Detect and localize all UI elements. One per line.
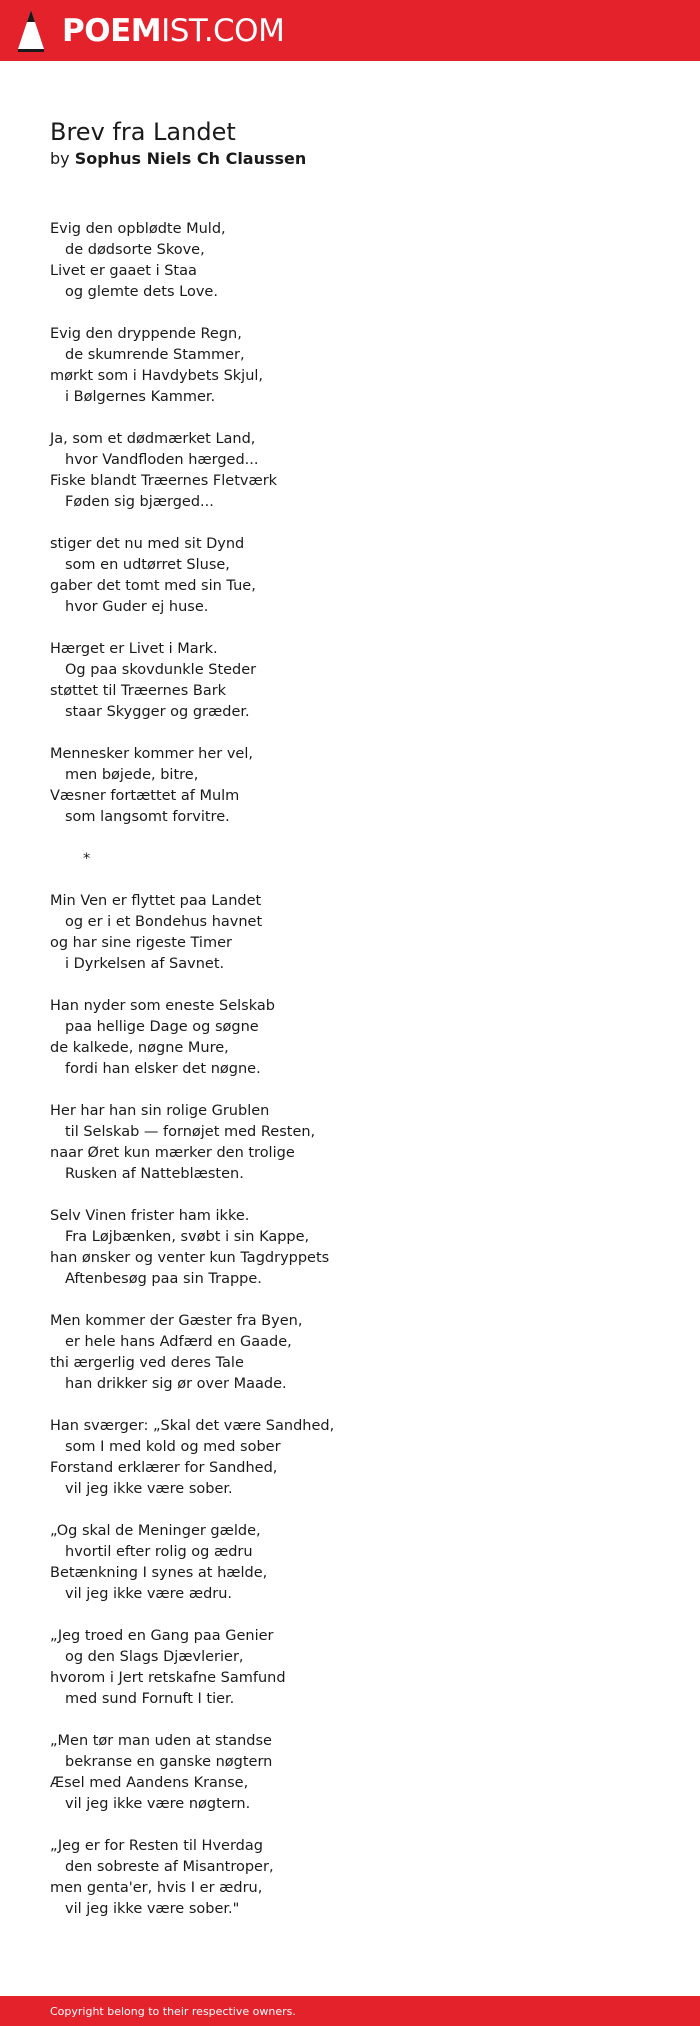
poem-title: Brev fra Landet [50,118,236,146]
poem-line: Evig den dryppende Regn, [50,326,242,342]
stanza [50,1206,670,1290]
author-name[interactable]: Sophus Niels Ch Claussen [74,149,307,168]
poem-line: Aftenbesøg paa sin Trappe. [65,1271,262,1287]
poem-line: vil jeg ikke være sober. [65,1481,233,1497]
poem-line: som I med kold og med sober [65,1439,281,1455]
poem-line: paa hellige Dage og søgne [65,1019,259,1035]
section-separator: * [83,851,91,867]
poem-line: som langsomt forvitre. [65,809,230,825]
poem-line: hvor Vandfloden hærged... [65,452,259,468]
poem-line: den sobreste af Misantroper, [65,1859,274,1875]
stanza [50,1101,670,1185]
stanza [50,1311,670,1395]
poem-line: de kalkede, nøgne Mure, [50,1040,229,1056]
poem-line: med sund Fornuft I tier. [65,1691,235,1707]
poem-line: fordi han elsker det nøgne. [65,1061,261,1077]
poem-line: men bøjede, bitre, [65,767,199,783]
stanza [50,1731,670,1815]
poem-line: „Jeg er for Resten til Hverdag [50,1838,263,1854]
poem-line: han drikker sig ør over Maade. [65,1376,287,1392]
poem-line: Min Ven er flyttet paa Landet [50,893,262,909]
poem-line: Forstand erklærer for Sandhed, [50,1460,278,1476]
poem-line: er hele hans Adfærd en Gaade, [65,1334,292,1350]
poem-line: de skumrende Stammer, [65,347,245,363]
poem-line: i Dyrkelsen af Savnet. [65,956,225,972]
poem-line: vil jeg ikke være sober." [65,1901,240,1917]
poem-line: Ja, som et dødmærket Land, [50,431,256,447]
logo-bold-text: POEM [62,13,162,49]
stanza [50,1521,670,1605]
poem-line: hvortil efter rolig og ædru [65,1544,253,1560]
poem-line: støttet til Træernes Bark [50,683,227,699]
poem-line: Men kommer der Gæster fra Byen, [50,1313,303,1329]
poem-line: naar Øret kun mærker den trolige [50,1145,295,1161]
poem-line: han ønsker og venter kun Tagdryppets [50,1250,330,1266]
site-logo[interactable] [62,13,284,49]
stanza [50,219,670,303]
poem-line: Mennesker kommer her vel, [50,746,253,762]
poem-line: mørkt som i Havdybets Skjul, [50,368,264,384]
stanza [50,996,670,1080]
stanza [50,1626,670,1710]
stanza [50,849,670,870]
logo-light-text: IST.COM [161,13,285,49]
poem-line: men genta'er, hvis I er ædru, [50,1880,263,1896]
poem-line: hvorom i Jert retskafne Samfund [50,1670,286,1686]
poem-line: og den Slags Djævlerier, [65,1649,244,1665]
poem-line: Han sværger: „Skal det være Sandhed, [50,1418,335,1434]
stanza [50,1416,670,1500]
poem-line: Væsner fortættet af Mulm [50,788,240,804]
poem-line: gaber det tomt med sin Tue, [50,578,256,594]
stanza [50,744,670,828]
site-footer [0,1996,700,2026]
poem-line: som en udtørret Sluse, [65,557,230,573]
poem-line: stiger det nu med sit Dynd [50,536,245,552]
poem-line: de dødsorte Skove, [65,242,205,258]
poem-line: thi ærgerlig ved deres Tale [50,1355,244,1371]
copyright-text: Copyright belong to their respective owners. [50,2005,296,2018]
poem-line: Fra Løjbænken, svøbt i sin Kappe, [65,1229,310,1245]
stanza [50,534,670,618]
poem-line: Han nyder som eneste Selskab [50,998,275,1014]
poem-line: staar Skygger og græder. [65,704,250,720]
poem-line: Æsel med Aandens Kranse, [50,1775,249,1791]
poem-line: bekranse en ganske nøgtern [65,1754,273,1770]
poem-line: Rusken af Natteblæsten. [65,1166,244,1182]
poem-line: Fiske blandt Træernes Fletværk [50,473,278,489]
poem-line: og har sine rigeste Timer [50,935,232,951]
poem-line: hvor Guder ej huse. [65,599,209,615]
poem-line: „Jeg troed en Gang paa Genier [50,1628,274,1644]
poem-line: i Bølgernes Kammer. [65,389,216,405]
poem-line: vil jeg ikke være ædru. [65,1586,233,1602]
poem-line: vil jeg ikke være nøgtern. [65,1796,251,1812]
stanza [50,324,670,408]
poem-line: Her har han sin rolige Grublen [50,1103,270,1119]
pencil-tip-icon[interactable] [17,9,45,53]
byline [50,148,306,170]
poem-line: Og paa skovdunkle Steder [65,662,257,678]
poem-line: og glemte dets Love. [65,284,218,300]
poem-body [50,219,670,1941]
stanza [50,429,670,513]
poem-line: Betænkning I synes at hælde, [50,1565,268,1581]
poem-line: Livet er gaaet i Staa [50,263,197,279]
poem-line: „Og skal de Meninger gælde, [50,1523,261,1539]
poem-line: Føden sig bjærged... [65,494,214,510]
site-header [0,0,700,61]
poem-line: og er i et Bondehus havnet [65,914,263,930]
poem-line: Selv Vinen frister ham ikke. [50,1208,250,1224]
stanza [50,1836,670,1920]
poem-line: „Men tør man uden at standse [50,1733,272,1749]
stanza [50,891,670,975]
poem-line: Hærget er Livet i Mark. [50,641,218,657]
stanza [50,639,670,723]
byline-prefix: by [50,149,70,168]
poem-line: til Selskab — fornøjet med Resten, [65,1124,316,1140]
poem-line: Evig den opblødte Muld, [50,221,226,237]
